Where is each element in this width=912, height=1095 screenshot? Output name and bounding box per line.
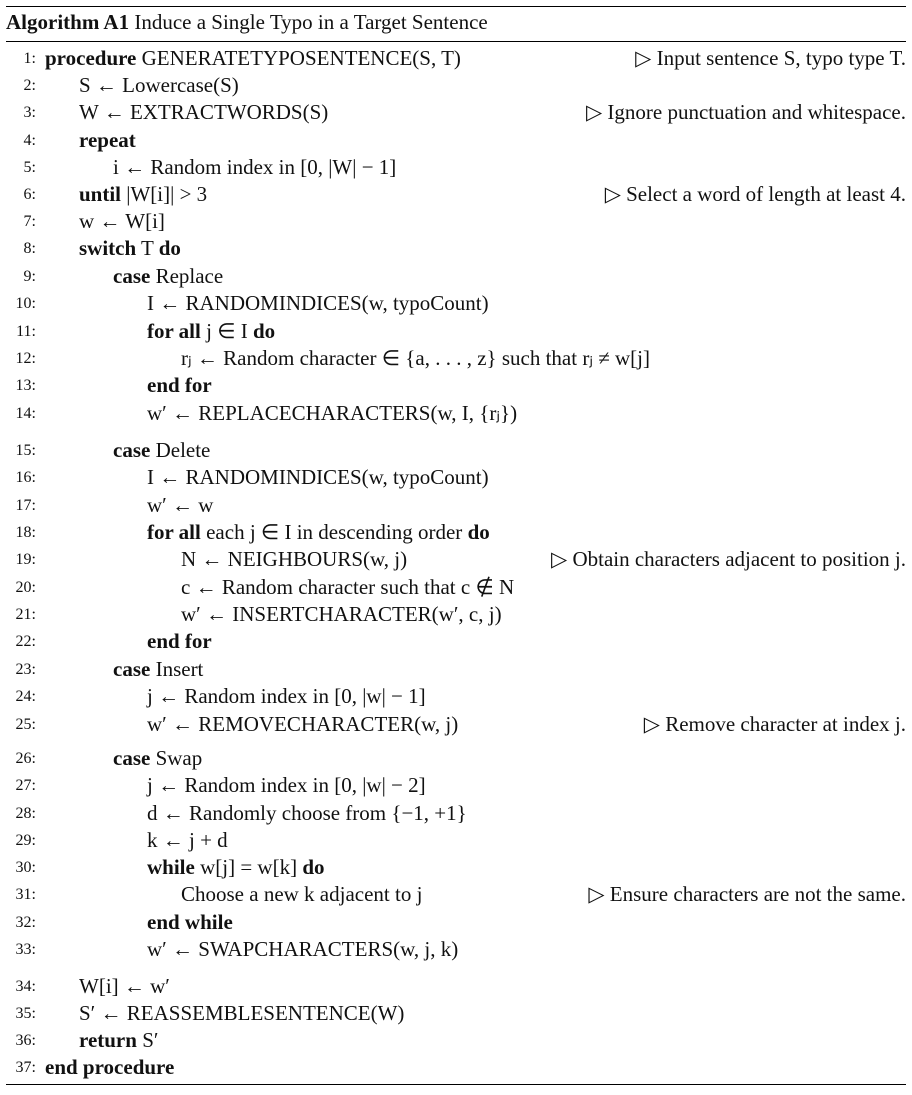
line-code: rⱼ ← Random character ∈ {a, . . . , z} such that rⱼ ≠ w[j] <box>181 346 651 370</box>
line-code: case Delete <box>113 438 211 462</box>
line-number: 28: <box>15 805 36 822</box>
algorithm-line <box>6 854 906 881</box>
line-code: case Replace <box>113 264 224 288</box>
line-number: 36: <box>15 1032 36 1049</box>
line-number: 21: <box>15 606 36 623</box>
line-code: c ← Random character such that c ∉ N <box>181 575 515 599</box>
line-code: S ← Lowercase(S) <box>79 73 239 97</box>
line-code: for all each j ∈ I in descending order do <box>147 520 490 544</box>
line-number: 26: <box>15 750 36 767</box>
caption-rule <box>6 41 906 42</box>
line-number: 37: <box>15 1059 36 1076</box>
line-number: 14: <box>15 405 36 422</box>
line-code: i ← Random index in [0, |W| − 1] <box>113 155 397 179</box>
algorithm-line <box>6 973 906 1000</box>
line-code: W[i] ← w′ <box>79 974 170 998</box>
algorithm-line <box>6 827 906 854</box>
line-number: 19: <box>15 551 36 568</box>
line-code: I ← RANDOMINDICES(w, typoCount) <box>147 291 489 315</box>
line-code: end while <box>147 910 233 934</box>
line-comment: ▷ Remove character at index j. <box>643 712 906 736</box>
algorithm-line <box>6 99 906 126</box>
algorithm-line <box>6 909 906 936</box>
algorithm-line <box>6 574 906 601</box>
line-code: w′ ← REMOVECHARACTER(w, j) <box>147 712 459 736</box>
algorithm-line <box>6 683 906 710</box>
top-rule <box>6 6 906 7</box>
line-number: 24: <box>15 688 36 705</box>
algorithm-line <box>6 263 906 290</box>
line-number: 33: <box>15 941 36 958</box>
line-number: 10: <box>15 295 36 312</box>
line-code: for all j ∈ I do <box>147 319 276 343</box>
line-code: end for <box>147 373 212 397</box>
algorithm-line <box>6 492 906 519</box>
line-number: 15: <box>15 442 36 459</box>
line-code: end for <box>147 629 212 653</box>
line-number: 29: <box>15 832 36 849</box>
line-code: repeat <box>79 128 136 152</box>
line-number: 35: <box>15 1005 36 1022</box>
line-number: 31: <box>15 886 36 903</box>
algorithm-line <box>6 628 906 655</box>
line-code: switch T do <box>79 236 181 260</box>
line-number: 30: <box>15 859 36 876</box>
line-number: 18: <box>15 524 36 541</box>
line-code: k ← j + d <box>147 828 228 852</box>
line-code: case Swap <box>113 746 203 770</box>
algorithm-line <box>6 1027 906 1054</box>
algorithm-line <box>6 711 906 738</box>
algorithm-line <box>6 800 906 827</box>
line-code: W ← EXTRACTWORDS(S) <box>79 100 329 124</box>
line-comment: ▷ Select a word of length at least 4. <box>604 182 906 206</box>
algorithm-line <box>6 936 906 963</box>
line-comment: ▷ Ignore punctuation and whitespace. <box>586 100 906 124</box>
line-code: return S′ <box>79 1028 159 1052</box>
line-code: procedure GENERATETYPOSENTENCE(S, T) <box>45 46 461 70</box>
algorithm-line <box>6 72 906 99</box>
line-code: I ← RANDOMINDICES(w, typoCount) <box>147 465 489 489</box>
line-number: 6: <box>23 186 36 203</box>
line-code: w′ ← SWAPCHARACTERS(w, j, k) <box>147 937 459 961</box>
algorithm-line <box>6 1000 906 1027</box>
algorithm-line <box>6 400 906 427</box>
line-number: 7: <box>23 213 36 230</box>
line-code: Choose a new k adjacent to j <box>181 882 423 906</box>
line-code: w′ ← INSERTCHARACTER(w′, c, j) <box>181 602 502 626</box>
algorithm-line <box>6 464 906 491</box>
algorithm-line <box>6 745 906 772</box>
bottom-rule <box>6 1084 906 1085</box>
algorithm-line <box>6 881 906 908</box>
algorithm-line <box>6 372 906 399</box>
line-number: 3: <box>23 104 36 121</box>
line-code: while w[j] = w[k] do <box>147 855 325 879</box>
algorithm-line <box>6 45 906 72</box>
line-code: j ← Random index in [0, |w| − 2] <box>147 773 426 797</box>
algorithm-line <box>6 290 906 317</box>
line-number: 25: <box>15 716 36 733</box>
algorithm-line <box>6 154 906 181</box>
line-number: 8: <box>23 240 36 257</box>
algorithm-label: Algorithm A1 <box>6 10 130 34</box>
line-code: d ← Randomly choose from {−1, +1} <box>147 801 467 825</box>
algorithm-line <box>6 345 906 372</box>
line-number: 32: <box>15 914 36 931</box>
line-code: j ← Random index in [0, |w| − 1] <box>147 684 426 708</box>
algorithm-line <box>6 519 906 546</box>
line-comment: ▷ Input sentence S, typo type T. <box>635 46 906 70</box>
algorithm-line <box>6 437 906 464</box>
line-number: 9: <box>23 268 36 285</box>
line-code: S′ ← REASSEMBLESENTENCE(W) <box>79 1001 405 1025</box>
line-number: 20: <box>15 579 36 596</box>
line-comment: ▷ Obtain characters adjacent to position j. <box>551 547 906 571</box>
line-code: w′ ← REPLACECHARACTERS(w, I, {rⱼ}) <box>147 401 518 425</box>
algorithm-line <box>6 127 906 154</box>
line-number: 2: <box>23 77 36 94</box>
line-number: 13: <box>15 377 36 394</box>
line-number: 1: <box>23 50 36 67</box>
algorithm-line <box>6 181 906 208</box>
line-comment: ▷ Ensure characters are not the same. <box>588 882 906 906</box>
line-number: 16: <box>15 469 36 486</box>
line-number: 4: <box>23 132 36 149</box>
line-code: end procedure <box>45 1055 175 1079</box>
algorithm-line <box>6 1054 906 1081</box>
line-number: 23: <box>15 661 36 678</box>
line-code: w ← W[i] <box>79 209 165 233</box>
algorithm-caption <box>6 10 488 35</box>
algorithm-line <box>6 772 906 799</box>
line-code: case Insert <box>113 657 204 681</box>
line-number: 12: <box>15 350 36 367</box>
algorithm-line <box>6 318 906 345</box>
line-number: 22: <box>15 633 36 650</box>
line-number: 27: <box>15 777 36 794</box>
algorithm-line <box>6 546 906 573</box>
line-number: 11: <box>16 323 36 340</box>
line-number: 17: <box>15 497 36 514</box>
line-number: 5: <box>23 159 36 176</box>
line-code: until |W[i]| > 3 <box>79 182 208 206</box>
algorithm-line <box>6 601 906 628</box>
algorithm-line <box>6 235 906 262</box>
line-code: w′ ← w <box>147 493 214 517</box>
algorithm-line <box>6 208 906 235</box>
algorithm-title: Induce a Single Typo in a Target Sentence <box>134 10 488 34</box>
algorithm-line <box>6 656 906 683</box>
line-code: N ← NEIGHBOURS(w, j) <box>181 547 408 571</box>
line-number: 34: <box>15 978 36 995</box>
